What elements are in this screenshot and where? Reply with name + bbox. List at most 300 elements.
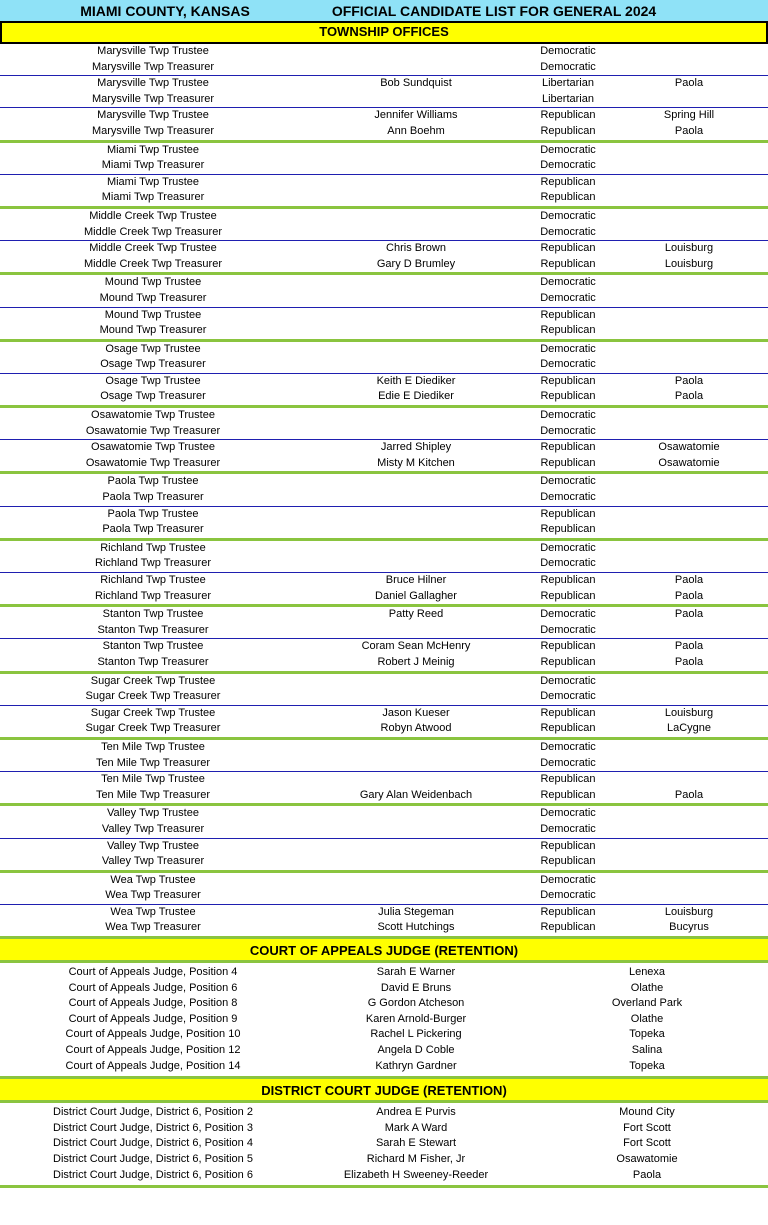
city-cell bbox=[610, 854, 768, 870]
party-cell: Republican bbox=[540, 124, 596, 137]
candidate-cell: Julia Stegeman bbox=[378, 905, 454, 918]
city-cell bbox=[610, 507, 768, 523]
office-cell: Court of Appeals Judge, Position 12 bbox=[65, 1044, 241, 1057]
party-pair bbox=[0, 241, 768, 272]
party-cell: Democratic bbox=[540, 674, 596, 687]
table-row bbox=[0, 623, 768, 639]
table-row bbox=[0, 342, 768, 358]
township-group bbox=[0, 607, 768, 673]
office-cell: Court of Appeals Judge, Position 9 bbox=[68, 1012, 238, 1025]
office-cell: Paola Twp Treasurer bbox=[102, 523, 204, 536]
office-cell: Osawatomie Twp Treasurer bbox=[85, 424, 221, 437]
table-row bbox=[0, 507, 768, 523]
table-row bbox=[0, 44, 768, 60]
candidate-cell: David E Bruns bbox=[380, 981, 452, 994]
city-cell bbox=[610, 357, 768, 373]
city-cell: Bucyrus bbox=[669, 921, 709, 934]
party-pair bbox=[0, 674, 768, 706]
city-cell: Paola bbox=[674, 788, 704, 801]
city-cell: Louisburg bbox=[664, 242, 714, 255]
office-cell: Osage Twp Treasurer bbox=[100, 358, 206, 371]
city-cell: Mound City bbox=[619, 1106, 675, 1119]
office-cell: Osawatomie Twp Trustee bbox=[91, 409, 215, 422]
party-cell: Democratic bbox=[540, 623, 596, 636]
township-group bbox=[0, 143, 768, 209]
city-cell: Overland Park bbox=[611, 997, 683, 1010]
candidate-cell bbox=[306, 756, 526, 772]
city-cell: Osawatomie bbox=[616, 1153, 678, 1165]
office-cell: Court of Appeals Judge, Position 14 bbox=[65, 1059, 241, 1072]
party-cell: Democratic bbox=[540, 225, 596, 238]
office-cell: Osage Twp Trustee bbox=[105, 374, 201, 387]
city-cell bbox=[610, 888, 768, 904]
candidate-cell bbox=[306, 556, 526, 572]
party-cell: Democratic bbox=[540, 873, 596, 886]
party-cell: Republican bbox=[540, 242, 596, 255]
party-cell: Republican bbox=[540, 773, 596, 786]
city-cell: Fort Scott bbox=[623, 1137, 671, 1150]
party-pair bbox=[0, 873, 768, 905]
township-group bbox=[0, 408, 768, 474]
party-pair bbox=[0, 374, 768, 405]
office-cell: Valley Twp Trustee bbox=[107, 807, 199, 820]
office-cell: Osage Twp Trustee bbox=[105, 342, 201, 355]
candidate-cell bbox=[306, 623, 526, 639]
township-group bbox=[0, 342, 768, 408]
city-cell: Lenexa bbox=[628, 966, 666, 979]
office-cell: Marysville Twp Trustee bbox=[97, 45, 209, 57]
party-pair bbox=[0, 209, 768, 241]
party-cell: Republican bbox=[540, 640, 596, 653]
office-cell: Wea Twp Trustee bbox=[110, 873, 196, 886]
candidate-cell bbox=[306, 190, 526, 206]
office-cell: Ten Mile Twp Trustee bbox=[101, 740, 205, 753]
table-row bbox=[0, 556, 768, 572]
table-row bbox=[0, 190, 768, 206]
table-row bbox=[0, 357, 768, 373]
office-cell: Mound Twp Treasurer bbox=[99, 291, 207, 304]
township-group bbox=[0, 740, 768, 806]
candidate-cell: Patty Reed bbox=[388, 608, 444, 621]
township-table bbox=[0, 44, 768, 939]
table-row bbox=[0, 124, 768, 140]
table-row bbox=[0, 1012, 768, 1028]
office-cell: Middle Creek Twp Treasurer bbox=[84, 225, 222, 238]
party-pair bbox=[0, 839, 768, 870]
city-cell bbox=[610, 806, 768, 822]
office-cell: Valley Twp Treasurer bbox=[101, 822, 205, 835]
city-cell bbox=[610, 158, 768, 174]
party-cell: Republican bbox=[540, 921, 596, 934]
township-group bbox=[0, 474, 768, 540]
office-cell: Middle Creek Twp Treasurer bbox=[84, 257, 222, 270]
party-cell: Democratic bbox=[540, 557, 596, 570]
office-cell: Miami Twp Treasurer bbox=[101, 191, 205, 204]
table-row bbox=[0, 108, 768, 124]
city-cell bbox=[610, 190, 768, 206]
candidate-cell: Robert J Meinig bbox=[377, 655, 455, 668]
office-cell: Paola Twp Treasurer bbox=[102, 491, 204, 504]
table-row bbox=[0, 158, 768, 174]
city-cell: LaCygne bbox=[666, 722, 712, 735]
party-cell: Republican bbox=[540, 839, 596, 852]
table-row bbox=[0, 756, 768, 772]
table-row bbox=[0, 424, 768, 440]
candidate-cell: Coram Sean McHenry bbox=[361, 640, 471, 653]
table-row bbox=[0, 1168, 768, 1184]
table-row bbox=[0, 589, 768, 605]
party-cell: Democratic bbox=[540, 608, 596, 621]
candidate-cell: Gary D Brumley bbox=[376, 257, 456, 270]
city-cell bbox=[610, 873, 768, 889]
office-cell: Marysville Twp Trustee bbox=[97, 109, 209, 122]
table-row bbox=[0, 76, 768, 92]
party-cell: Republican bbox=[540, 374, 596, 387]
city-cell bbox=[610, 60, 768, 76]
office-cell: Stanton Twp Trustee bbox=[102, 640, 204, 653]
party-pair bbox=[0, 905, 768, 936]
candidate-cell: Kathryn Gardner bbox=[375, 1059, 457, 1072]
party-cell: Republican bbox=[540, 855, 596, 868]
office-cell: Miami Twp Trustee bbox=[106, 143, 200, 156]
party-pair bbox=[0, 342, 768, 374]
city-cell: Paola bbox=[674, 655, 704, 668]
office-cell: Marysville Twp Treasurer bbox=[91, 60, 215, 73]
table-row bbox=[0, 639, 768, 655]
table-row bbox=[0, 308, 768, 324]
table-row bbox=[0, 209, 768, 225]
party-cell: Democratic bbox=[540, 756, 596, 769]
candidate-cell: Gary Alan Weidenbach bbox=[359, 788, 473, 801]
office-cell: Richland Twp Trustee bbox=[100, 574, 206, 586]
office-cell: Marysville Twp Treasurer bbox=[91, 124, 215, 137]
party-pair bbox=[0, 541, 768, 573]
city-cell bbox=[610, 822, 768, 838]
candidate-cell: Angela D Coble bbox=[377, 1044, 455, 1057]
city-cell: Paola bbox=[674, 390, 704, 403]
party-cell: Republican bbox=[540, 788, 596, 801]
party-pair bbox=[0, 108, 768, 139]
candidate-cell bbox=[306, 308, 526, 324]
candidate-cell bbox=[306, 275, 526, 291]
city-cell: Fort Scott bbox=[623, 1121, 671, 1134]
candidate-cell: Edie E Diediker bbox=[378, 390, 454, 403]
table-row bbox=[0, 374, 768, 390]
candidate-cell: Andrea E Purvis bbox=[376, 1106, 456, 1119]
candidate-cell bbox=[306, 323, 526, 339]
party-cell: Democratic bbox=[540, 60, 596, 73]
candidate-cell bbox=[306, 854, 526, 870]
table-row bbox=[0, 225, 768, 241]
party-cell: Republican bbox=[540, 175, 596, 188]
city-cell: Louisburg bbox=[664, 905, 714, 918]
office-cell: Sugar Creek Twp Trustee bbox=[90, 674, 216, 687]
party-pair bbox=[0, 44, 768, 76]
city-cell: Louisburg bbox=[664, 706, 714, 719]
candidate-cell: Keith E Diediker bbox=[376, 374, 456, 387]
party-pair bbox=[0, 175, 768, 206]
table-row bbox=[0, 888, 768, 904]
candidate-cell bbox=[306, 674, 526, 690]
office-cell: District Court Judge, District 6, Position 5 bbox=[53, 1153, 253, 1165]
office-cell: Court of Appeals Judge, Position 10 bbox=[65, 1028, 241, 1041]
candidate-cell bbox=[306, 175, 526, 191]
candidate-cell bbox=[306, 490, 526, 506]
candidate-cell bbox=[306, 541, 526, 557]
table-row bbox=[0, 1105, 768, 1121]
office-cell: Richland Twp Treasurer bbox=[95, 589, 211, 602]
party-pair bbox=[0, 806, 768, 838]
office-cell: Stanton Twp Trustee bbox=[102, 608, 204, 621]
table-row bbox=[0, 806, 768, 822]
table-row bbox=[0, 822, 768, 838]
candidate-cell bbox=[306, 822, 526, 838]
table-row bbox=[0, 92, 768, 108]
party-cell: Democratic bbox=[540, 491, 596, 504]
table-row bbox=[0, 60, 768, 76]
candidate-cell bbox=[306, 888, 526, 904]
party-cell: Republican bbox=[540, 523, 596, 536]
city-cell bbox=[610, 342, 768, 358]
party-pair bbox=[0, 474, 768, 506]
party-cell: Democratic bbox=[540, 690, 596, 703]
party-cell: Democratic bbox=[540, 740, 596, 753]
table-row bbox=[0, 839, 768, 855]
city-cell bbox=[610, 275, 768, 291]
party-pair bbox=[0, 639, 768, 670]
city-cell: Paola bbox=[674, 640, 704, 653]
office-cell: Mound Twp Trustee bbox=[104, 276, 202, 289]
township-group bbox=[0, 275, 768, 341]
city-cell: Paola bbox=[674, 589, 704, 602]
district-table bbox=[0, 1103, 768, 1188]
city-cell: Topeka bbox=[629, 1059, 665, 1072]
party-cell: Democratic bbox=[540, 424, 596, 437]
party-cell: Republican bbox=[540, 589, 596, 602]
table-row bbox=[0, 854, 768, 870]
candidate-cell bbox=[306, 522, 526, 538]
county-title: MIAMI COUNTY, KANSAS bbox=[80, 2, 250, 19]
party-pair bbox=[0, 607, 768, 639]
candidate-cell: Bruce Hilner bbox=[385, 574, 447, 586]
city-cell bbox=[610, 772, 768, 788]
city-cell bbox=[610, 44, 768, 60]
office-cell: Miami Twp Trustee bbox=[106, 175, 200, 188]
city-cell bbox=[610, 225, 768, 241]
party-cell: Democratic bbox=[540, 889, 596, 902]
party-cell: Republican bbox=[540, 456, 596, 469]
candidate-cell: Richard M Fisher, Jr bbox=[366, 1153, 466, 1165]
table-row bbox=[0, 965, 768, 981]
city-cell: Olathe bbox=[630, 981, 664, 994]
table-row bbox=[0, 241, 768, 257]
city-cell bbox=[610, 740, 768, 756]
office-cell: Ten Mile Twp Trustee bbox=[101, 773, 205, 786]
table-row bbox=[0, 1152, 768, 1168]
candidate-cell bbox=[306, 92, 526, 108]
candidate-cell: Karen Arnold-Burger bbox=[365, 1012, 467, 1025]
table-row bbox=[0, 408, 768, 424]
party-cell: Republican bbox=[540, 191, 596, 204]
table-row bbox=[0, 1136, 768, 1152]
party-cell: Democratic bbox=[540, 143, 596, 156]
party-cell: Democratic bbox=[540, 358, 596, 371]
city-cell bbox=[610, 92, 768, 108]
candidate-cell: Chris Brown bbox=[386, 242, 446, 255]
table-row bbox=[0, 522, 768, 538]
office-cell: Richland Twp Trustee bbox=[100, 541, 206, 554]
party-pair bbox=[0, 143, 768, 175]
office-cell: Paola Twp Trustee bbox=[107, 507, 199, 520]
party-cell: Republican bbox=[540, 109, 596, 122]
party-cell: Republican bbox=[540, 706, 596, 719]
table-row bbox=[0, 689, 768, 705]
table-row bbox=[0, 905, 768, 921]
city-cell bbox=[610, 143, 768, 159]
table-row bbox=[0, 490, 768, 506]
table-row bbox=[0, 706, 768, 722]
candidate-cell: Jennifer Williams bbox=[374, 109, 458, 122]
office-cell: Middle Creek Twp Trustee bbox=[89, 242, 217, 255]
city-cell bbox=[610, 291, 768, 307]
city-cell bbox=[610, 623, 768, 639]
candidate-cell bbox=[306, 143, 526, 159]
township-group bbox=[0, 541, 768, 607]
candidate-cell bbox=[306, 740, 526, 756]
party-pair bbox=[0, 275, 768, 307]
party-cell: Democratic bbox=[540, 45, 596, 57]
office-cell: Court of Appeals Judge, Position 6 bbox=[68, 981, 238, 994]
party-pair bbox=[0, 440, 768, 471]
office-cell: District Court Judge, District 6, Position 4 bbox=[53, 1137, 253, 1150]
city-cell: Paola bbox=[632, 1168, 662, 1181]
party-pair bbox=[0, 76, 768, 108]
table-row bbox=[0, 607, 768, 623]
candidate-cell: Jason Kueser bbox=[382, 706, 450, 719]
city-cell bbox=[610, 490, 768, 506]
township-group bbox=[0, 674, 768, 740]
city-cell: Paola bbox=[674, 574, 704, 586]
office-cell: Osage Twp Treasurer bbox=[100, 390, 206, 403]
table-row bbox=[0, 389, 768, 405]
table-row bbox=[0, 323, 768, 339]
city-cell: Spring Hill bbox=[663, 109, 715, 122]
office-cell: Stanton Twp Treasurer bbox=[97, 655, 209, 668]
office-cell: Sugar Creek Twp Treasurer bbox=[85, 722, 221, 735]
office-cell: Valley Twp Treasurer bbox=[101, 855, 205, 868]
office-cell: Marysville Twp Treasurer bbox=[91, 92, 215, 105]
candidate-cell bbox=[306, 772, 526, 788]
city-cell bbox=[610, 674, 768, 690]
party-cell: Libertarian bbox=[542, 77, 594, 90]
city-cell bbox=[610, 839, 768, 855]
party-pair bbox=[0, 740, 768, 772]
table-row bbox=[0, 440, 768, 456]
document-header bbox=[0, 0, 768, 22]
office-cell: Ten Mile Twp Treasurer bbox=[95, 788, 211, 801]
party-pair bbox=[0, 573, 768, 604]
table-row bbox=[0, 541, 768, 557]
candidate-cell bbox=[306, 60, 526, 76]
township-group bbox=[0, 806, 768, 872]
township-group bbox=[0, 44, 768, 143]
city-cell bbox=[610, 308, 768, 324]
candidate-cell bbox=[306, 507, 526, 523]
candidate-cell bbox=[306, 291, 526, 307]
office-cell: Mound Twp Trustee bbox=[104, 308, 202, 321]
table-row bbox=[0, 873, 768, 889]
party-cell: Democratic bbox=[540, 822, 596, 835]
office-cell: Osawatomie Twp Trustee bbox=[91, 441, 215, 454]
party-cell: Democratic bbox=[540, 209, 596, 222]
party-cell: Republican bbox=[540, 507, 596, 520]
office-cell: Richland Twp Treasurer bbox=[95, 557, 211, 570]
table-row bbox=[0, 1027, 768, 1043]
party-cell: Democratic bbox=[540, 807, 596, 820]
party-cell: Republican bbox=[540, 722, 596, 735]
city-cell: Osawatomie bbox=[658, 456, 720, 469]
office-cell: District Court Judge, District 6, Position 6 bbox=[53, 1168, 253, 1181]
party-pair bbox=[0, 772, 768, 803]
office-cell: District Court Judge, District 6, Position 2 bbox=[53, 1106, 253, 1119]
table-row bbox=[0, 721, 768, 737]
list-title: OFFICIAL CANDIDATE LIST FOR GENERAL 2024 bbox=[331, 2, 657, 19]
city-cell: Topeka bbox=[629, 1028, 665, 1041]
city-cell bbox=[610, 756, 768, 772]
city-cell bbox=[610, 175, 768, 191]
city-cell bbox=[610, 424, 768, 440]
party-pair bbox=[0, 706, 768, 737]
table-row bbox=[0, 143, 768, 159]
party-cell: Democratic bbox=[540, 342, 596, 355]
candidate-cell bbox=[306, 158, 526, 174]
township-section-title: TOWNSHIP OFFICES bbox=[0, 22, 768, 44]
township-group bbox=[0, 209, 768, 275]
table-row bbox=[0, 788, 768, 804]
city-cell: Paola bbox=[674, 124, 704, 137]
table-row bbox=[0, 275, 768, 291]
appeals-table bbox=[0, 963, 768, 1079]
party-cell: Republican bbox=[540, 905, 596, 918]
candidate-cell bbox=[306, 873, 526, 889]
party-pair bbox=[0, 408, 768, 440]
city-cell bbox=[610, 474, 768, 490]
party-cell: Republican bbox=[540, 308, 596, 321]
city-cell bbox=[610, 689, 768, 705]
candidate-cell: Ann Boehm bbox=[387, 124, 445, 137]
city-cell bbox=[610, 408, 768, 424]
table-row bbox=[0, 1121, 768, 1137]
office-cell: Wea Twp Treasurer bbox=[105, 889, 201, 902]
city-cell: Olathe bbox=[630, 1012, 664, 1025]
party-cell: Democratic bbox=[540, 409, 596, 422]
candidate-cell: G Gordon Atcheson bbox=[367, 997, 465, 1010]
city-cell bbox=[610, 556, 768, 572]
appeals-section-title: COURT OF APPEALS JUDGE (RETENTION) bbox=[0, 939, 768, 963]
table-row bbox=[0, 291, 768, 307]
city-cell bbox=[610, 209, 768, 225]
candidate-cell: Sarah E Warner bbox=[376, 966, 456, 979]
candidate-cell: Sarah E Stewart bbox=[375, 1137, 457, 1150]
candidate-cell bbox=[306, 474, 526, 490]
candidate-cell bbox=[306, 342, 526, 358]
party-cell: Democratic bbox=[540, 159, 596, 172]
office-cell: Middle Creek Twp Trustee bbox=[89, 209, 217, 222]
candidate-cell bbox=[306, 424, 526, 440]
table-row bbox=[0, 772, 768, 788]
city-cell: Paola bbox=[674, 77, 704, 90]
candidate-cell: Bob Sundquist bbox=[380, 77, 452, 90]
